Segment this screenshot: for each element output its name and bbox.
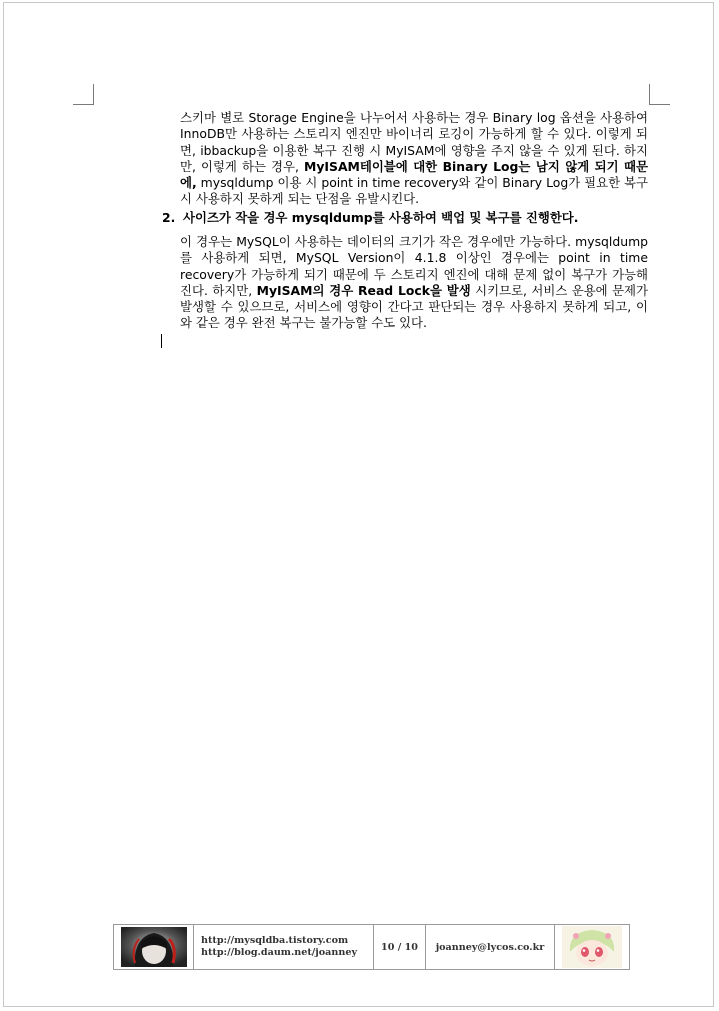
paragraph-2 xyxy=(180,234,648,332)
green-haired-character-avatar-icon xyxy=(562,926,622,968)
footer-link-tistory[interactable]: http://mysqldba.tistory.com xyxy=(201,935,349,946)
dark-character-avatar-icon xyxy=(121,927,187,967)
page-number-text: 10 / 10 xyxy=(381,941,418,953)
margin-corner-top-right xyxy=(649,84,670,105)
page-footer xyxy=(113,924,630,970)
paragraph-1-segment-2: MyISAM테이블에 대한 Binary Log는 남지 않게 되기 때문에, xyxy=(180,158,648,191)
footer-links xyxy=(194,925,374,969)
footer-left-image xyxy=(114,925,194,969)
footer-email xyxy=(426,925,555,969)
paragraph-1-segment-1: 스키마 별로 Storage Engine을 나누어서 사용하는 경우 Binary log 옵션을 사용하여 InnoDB만 사용하는 스토리지 엔진만 바이너리 로깅이 가능하게 할 수 있다. 이렇게 되면, ibbackup을 이용한 복구 진행 시 MyISAM에 영향을 주지 않을 수 있게 된다. 하지만, 이렇게 하는 경우, xyxy=(180,110,648,174)
footer-right-image xyxy=(555,925,629,969)
list-heading-2 xyxy=(162,210,652,226)
paragraph-1 xyxy=(180,110,648,208)
paragraph-2-segment-2: MyISAM의 경우 Read Lock을 발생 xyxy=(256,282,471,298)
list-heading-text: 사이즈가 작을 경우 mysqldump를 사용하여 백업 및 복구를 진행한다. xyxy=(183,210,579,225)
list-number: 2. xyxy=(162,210,176,225)
text-cursor xyxy=(161,334,162,348)
footer-page-number xyxy=(374,925,426,969)
document-body xyxy=(180,110,648,208)
margin-corner-top-left xyxy=(73,84,94,105)
paragraph-1-segment-3: mysqldump 이용 시 point in time recovery와 같이 Binary Log가 필요한 복구 시 사용하지 못하게 되는 단점을 유발시킨다. xyxy=(180,175,648,207)
email-text[interactable]: joanney@lycos.co.kr xyxy=(435,941,545,953)
paragraph-2-segment-1: 이 경우는 MySQL이 사용하는 데이터의 크기가 작은 경우에만 가능하다. mysqldump를 사용하게 되면, MySQL Version이 4.1.8 이상인 경우에는 point in time recovery가 가능하게 되기 때문에 두 스토리지 엔진에 대해 문제 없이 복구가 가능해 진다. 하지만, xyxy=(180,234,648,298)
footer-link-daum[interactable]: http://blog.daum.net/joanney xyxy=(201,947,358,958)
paragraph-2-segment-3: 시키므로, 서비스 운용에 문제가 발생할 수 있으므로, 서비스에 영향이 간다고 판단되는 경우 사용하지 못하게 되고, 이와 같은 경우 완전 복구는 불가능할 수도 있다. xyxy=(180,282,648,331)
